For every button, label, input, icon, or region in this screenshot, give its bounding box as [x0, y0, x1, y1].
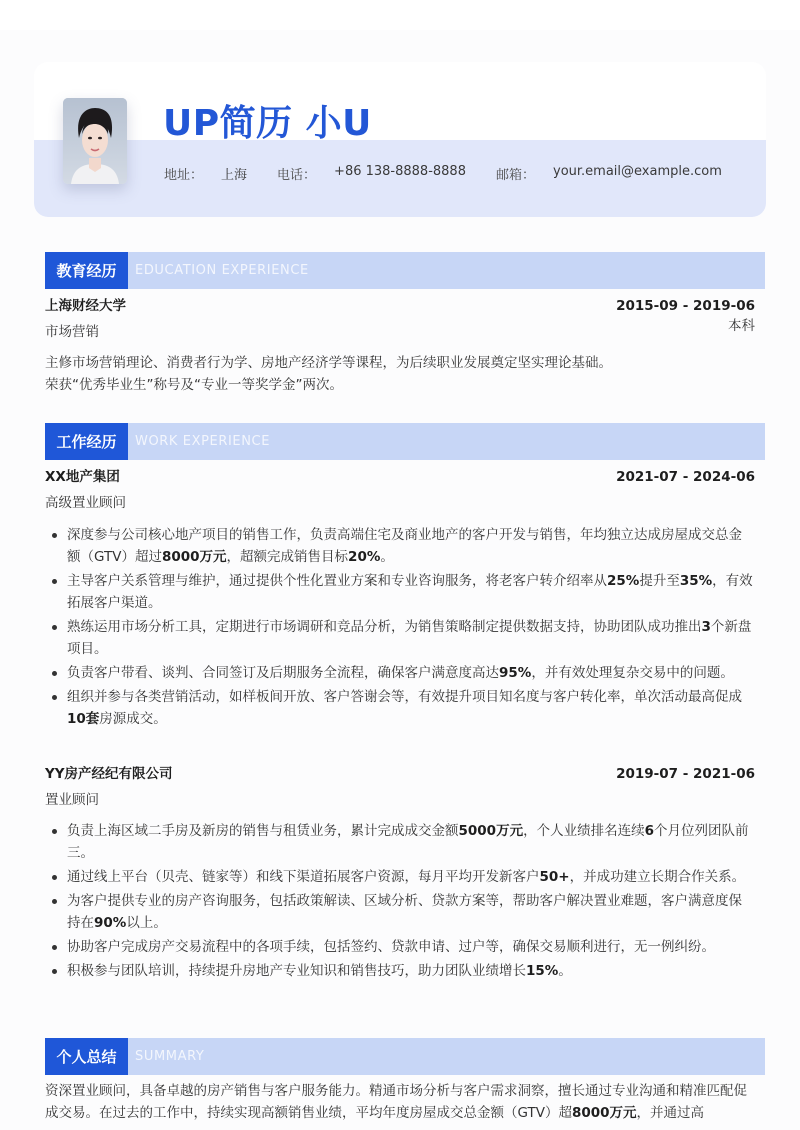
- summary-text: 资深置业顾问，具备卓越的房产销售与客户服务能力。精通市场分析与客户需求洞察，擅长通过专业沟通和精准匹配促成交易。在过去的工作中，持续实现高额销售业绩，平均年度房屋成交总金额（GTV）超8000万元，并通过高: [45, 1083, 747, 1121]
- section-title-cn: 教育经历: [45, 252, 128, 289]
- address-value: 上海: [221, 168, 248, 183]
- job-position: 高级置业顾问: [45, 495, 126, 511]
- address-label: 地址：: [164, 168, 204, 183]
- job-header: [45, 764, 755, 784]
- bullet-item: 负责客户带看、谈判、合同签订及后期服务全流程，确保客户满意度高达95%，并有效处理复杂交易中的问题。: [45, 662, 755, 684]
- email-label: 邮箱：: [495, 168, 535, 183]
- bullet-item: 组织并参与各类营销活动，如样板间开放、客户答谢会等，有效提升项目知名度与客户转化率，单次活动最高促成10套房源成交。: [45, 686, 755, 730]
- company-name: XX地产集团: [45, 469, 120, 485]
- section-title-cn: 个人总结: [45, 1038, 128, 1075]
- job-bullets: [45, 524, 755, 732]
- section-header-summary: [45, 1038, 765, 1075]
- job-dates: 2021-07 - 2024-06: [616, 469, 755, 485]
- portrait-icon: [63, 98, 127, 184]
- school-name: 上海财经大学: [45, 298, 126, 314]
- section-header-education: [45, 252, 765, 289]
- resume-header: [34, 62, 766, 217]
- bullet-item: 协助客户完成房产交易流程中的各项手续，包括签约、贷款申请、过户等，确保交易顺利进行，无一例纠纷。: [45, 936, 755, 958]
- contact-info: [164, 164, 752, 183]
- degree: 本科: [728, 318, 755, 334]
- email-value: your.email@example.com: [553, 164, 722, 179]
- bullet-item: 为客户提供专业的房产咨询服务，包括政策解读、区域分析、贷款方案等，帮助客户解决置业难题，客户满意度保持在90%以上。: [45, 890, 755, 934]
- section-title-en: EDUCATION EXPERIENCE: [135, 263, 309, 278]
- section-title-en: SUMMARY: [135, 1049, 205, 1064]
- bullet-item: 积极参与团队培训，持续提升房地产专业知识和销售技巧，助力团队业绩增长15%。: [45, 960, 755, 982]
- education-detail: 荣获“优秀毕业生”称号及“专业一等奖学金”两次。: [45, 377, 343, 393]
- education-sub-row: [45, 318, 755, 342]
- profile-photo: [63, 98, 127, 184]
- bullet-item: 负责上海区域二手房及新房的销售与租赁业务，累计完成成交金额5000万元，个人业绩排名连续6个月位列团队前三。: [45, 820, 755, 864]
- bullet-item: 熟练运用市场分析工具，定期进行市场调研和竞品分析，为销售策略制定提供数据支持，协助团队成功推出3个新盘项目。: [45, 616, 755, 660]
- job-header: [45, 467, 755, 487]
- education-detail: 主修市场营销理论、消费者行为学、房地产经济学等课程，为后续职业发展奠定坚实理论基础。: [45, 355, 612, 371]
- job-position: 置业顾问: [45, 792, 99, 808]
- education-entry: [45, 296, 755, 316]
- job-dates: 2019-07 - 2021-06: [616, 766, 755, 782]
- section-title-cn: 工作经历: [45, 423, 128, 460]
- phone-label: 电话：: [277, 168, 317, 183]
- bullet-item: 主导客户关系管理与维护，通过提供个性化置业方案和专业咨询服务，将老客户转介绍率从25%提升至35%，有效拓展客户渠道。: [45, 570, 755, 614]
- section-title-en: WORK EXPERIENCE: [135, 434, 271, 449]
- bullet-item: 深度参与公司核心地产项目的销售工作，负责高端住宅及商业地产的客户开发与销售，年均独立达成房屋成交总金额（GTV）超过8000万元，超额完成销售目标20%。: [45, 524, 755, 568]
- major: 市场营销: [45, 324, 99, 340]
- education-dates: 2015-09 - 2019-06: [616, 298, 755, 314]
- job-bullets: [45, 820, 755, 984]
- education-details: [45, 352, 755, 396]
- phone-value: +86 138-8888-8888: [334, 164, 466, 179]
- company-name: YY房产经纪有限公司: [45, 766, 173, 782]
- bullet-item: 通过线上平台（贝壳、链家等）和线下渠道拓展客户资源，每月平均开发新客户50+，并成功建立长期合作关系。: [45, 866, 755, 888]
- section-header-work: [45, 423, 765, 460]
- candidate-name: UP简历 小U: [163, 103, 372, 144]
